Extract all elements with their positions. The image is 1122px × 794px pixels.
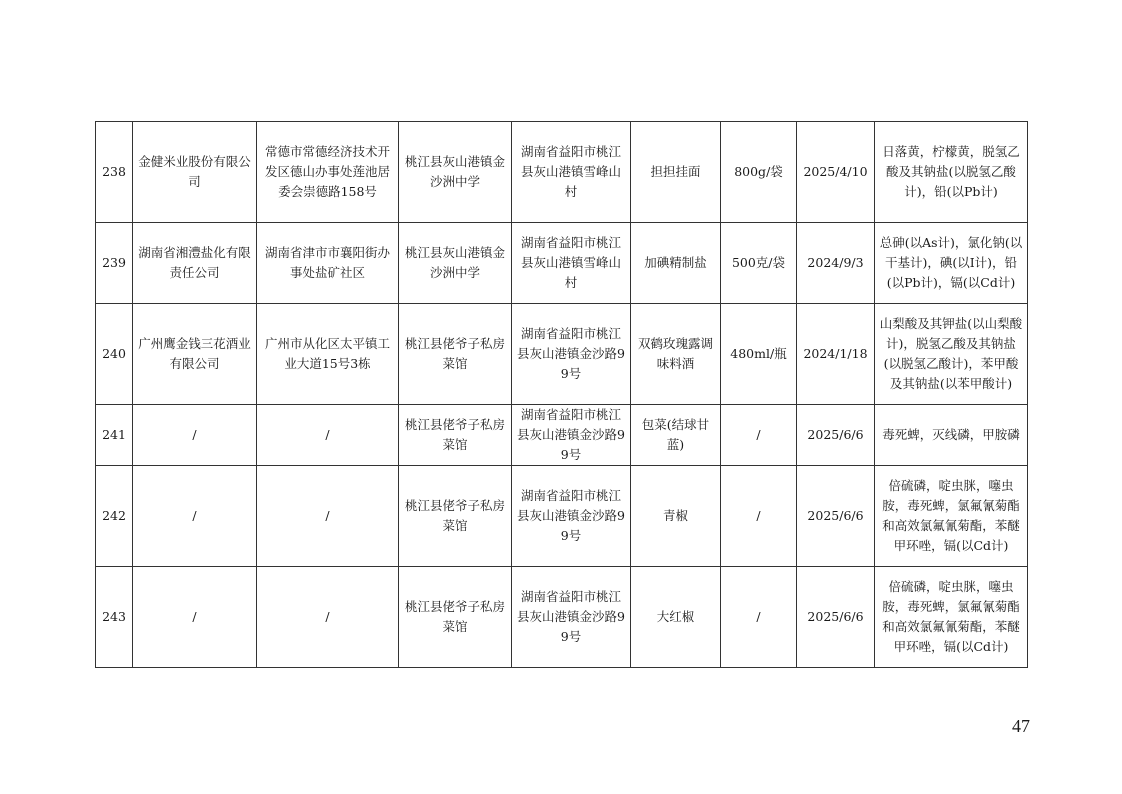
row-number: 241: [96, 405, 133, 466]
product-name: 加碘精制盐: [631, 223, 721, 304]
test-items: 倍硫磷，啶虫脒，噻虫胺，毒死蜱，氯氟氰菊酯和高效氯氟氰菊酯，苯醚甲环唑，镉(以Cd计): [875, 567, 1028, 668]
sampled-address: 湖南省益阳市桃江县灰山港镇金沙路99号: [512, 567, 631, 668]
sampled-unit: 桃江县佬爷子私房菜馆: [399, 567, 512, 668]
product-name: 大红椒: [631, 567, 721, 668]
producer-address: 广州市从化区太平镇工业大道15号3栋: [257, 304, 399, 405]
product-spec: /: [721, 466, 797, 567]
production-date: 2025/6/6: [797, 567, 875, 668]
sampled-address: 湖南省益阳市桃江县灰山港镇金沙路99号: [512, 405, 631, 466]
records-table: [95, 121, 1028, 668]
test-items: 倍硫磷，啶虫脒，噻虫胺，毒死蜱，氯氟氰菊酯和高效氯氟氰菊酯，苯醚甲环唑，镉(以Cd计): [875, 466, 1028, 567]
sampled-unit: 桃江县佬爷子私房菜馆: [399, 304, 512, 405]
sampled-address: 湖南省益阳市桃江县灰山港镇雪峰山村: [512, 223, 631, 304]
sampled-unit: 桃江县灰山港镇金沙洲中学: [399, 223, 512, 304]
table-row: [96, 122, 1028, 223]
table-row: [96, 567, 1028, 668]
product-name: 包菜(结球甘蓝): [631, 405, 721, 466]
sampled-address: 湖南省益阳市桃江县灰山港镇金沙路99号: [512, 466, 631, 567]
production-date: 2024/1/18: [797, 304, 875, 405]
test-items: 毒死蜱，灭线磷，甲胺磷: [875, 405, 1028, 466]
row-number: 243: [96, 567, 133, 668]
test-items: 日落黄，柠檬黄，脱氢乙酸及其钠盐(以脱氢乙酸计)，铅(以Pb计): [875, 122, 1028, 223]
producer-address: /: [257, 466, 399, 567]
sampled-unit: 桃江县灰山港镇金沙洲中学: [399, 122, 512, 223]
product-spec: 500克/袋: [721, 223, 797, 304]
production-date: 2025/6/6: [797, 405, 875, 466]
row-number: 242: [96, 466, 133, 567]
product-name: 担担挂面: [631, 122, 721, 223]
row-number: 240: [96, 304, 133, 405]
producer-name: /: [133, 567, 257, 668]
test-items: 山梨酸及其钾盐(以山梨酸计)，脱氢乙酸及其钠盐(以脱氢乙酸计)，苯甲酸及其钠盐(以苯甲酸计): [875, 304, 1028, 405]
product-spec: 800g/袋: [721, 122, 797, 223]
producer-address: 常德市常德经济技术开发区德山办事处莲池居委会崇德路158号: [257, 122, 399, 223]
sampled-unit: 桃江县佬爷子私房菜馆: [399, 405, 512, 466]
producer-name: 广州鹰金钱三花酒业有限公司: [133, 304, 257, 405]
production-date: 2025/6/6: [797, 466, 875, 567]
product-spec: /: [721, 567, 797, 668]
production-date: 2024/9/3: [797, 223, 875, 304]
production-date: 2025/4/10: [797, 122, 875, 223]
producer-address: /: [257, 405, 399, 466]
row-number: 238: [96, 122, 133, 223]
table-row: [96, 304, 1028, 405]
row-number: 239: [96, 223, 133, 304]
product-name: 双鹤玫瑰露调味料酒: [631, 304, 721, 405]
product-name: 青椒: [631, 466, 721, 567]
sampled-address: 湖南省益阳市桃江县灰山港镇雪峰山村: [512, 122, 631, 223]
producer-name: /: [133, 466, 257, 567]
test-items: 总砷(以As计)，氯化钠(以干基计)，碘(以I计)，铅(以Pb计)，镉(以Cd计): [875, 223, 1028, 304]
producer-address: 湖南省津市市襄阳街办事处盐矿社区: [257, 223, 399, 304]
producer-address: /: [257, 567, 399, 668]
sampled-unit: 桃江县佬爷子私房菜馆: [399, 466, 512, 567]
product-spec: 480ml/瓶: [721, 304, 797, 405]
table-row: [96, 405, 1028, 466]
page-number: 47: [1012, 716, 1030, 736]
producer-name: 金健米业股份有限公司: [133, 122, 257, 223]
producer-name: /: [133, 405, 257, 466]
table-row: [96, 466, 1028, 567]
producer-name: 湖南省湘澧盐化有限责任公司: [133, 223, 257, 304]
sampled-address: 湖南省益阳市桃江县灰山港镇金沙路99号: [512, 304, 631, 405]
product-spec: /: [721, 405, 797, 466]
inspection-results-table: [95, 121, 1027, 668]
table-row: [96, 223, 1028, 304]
